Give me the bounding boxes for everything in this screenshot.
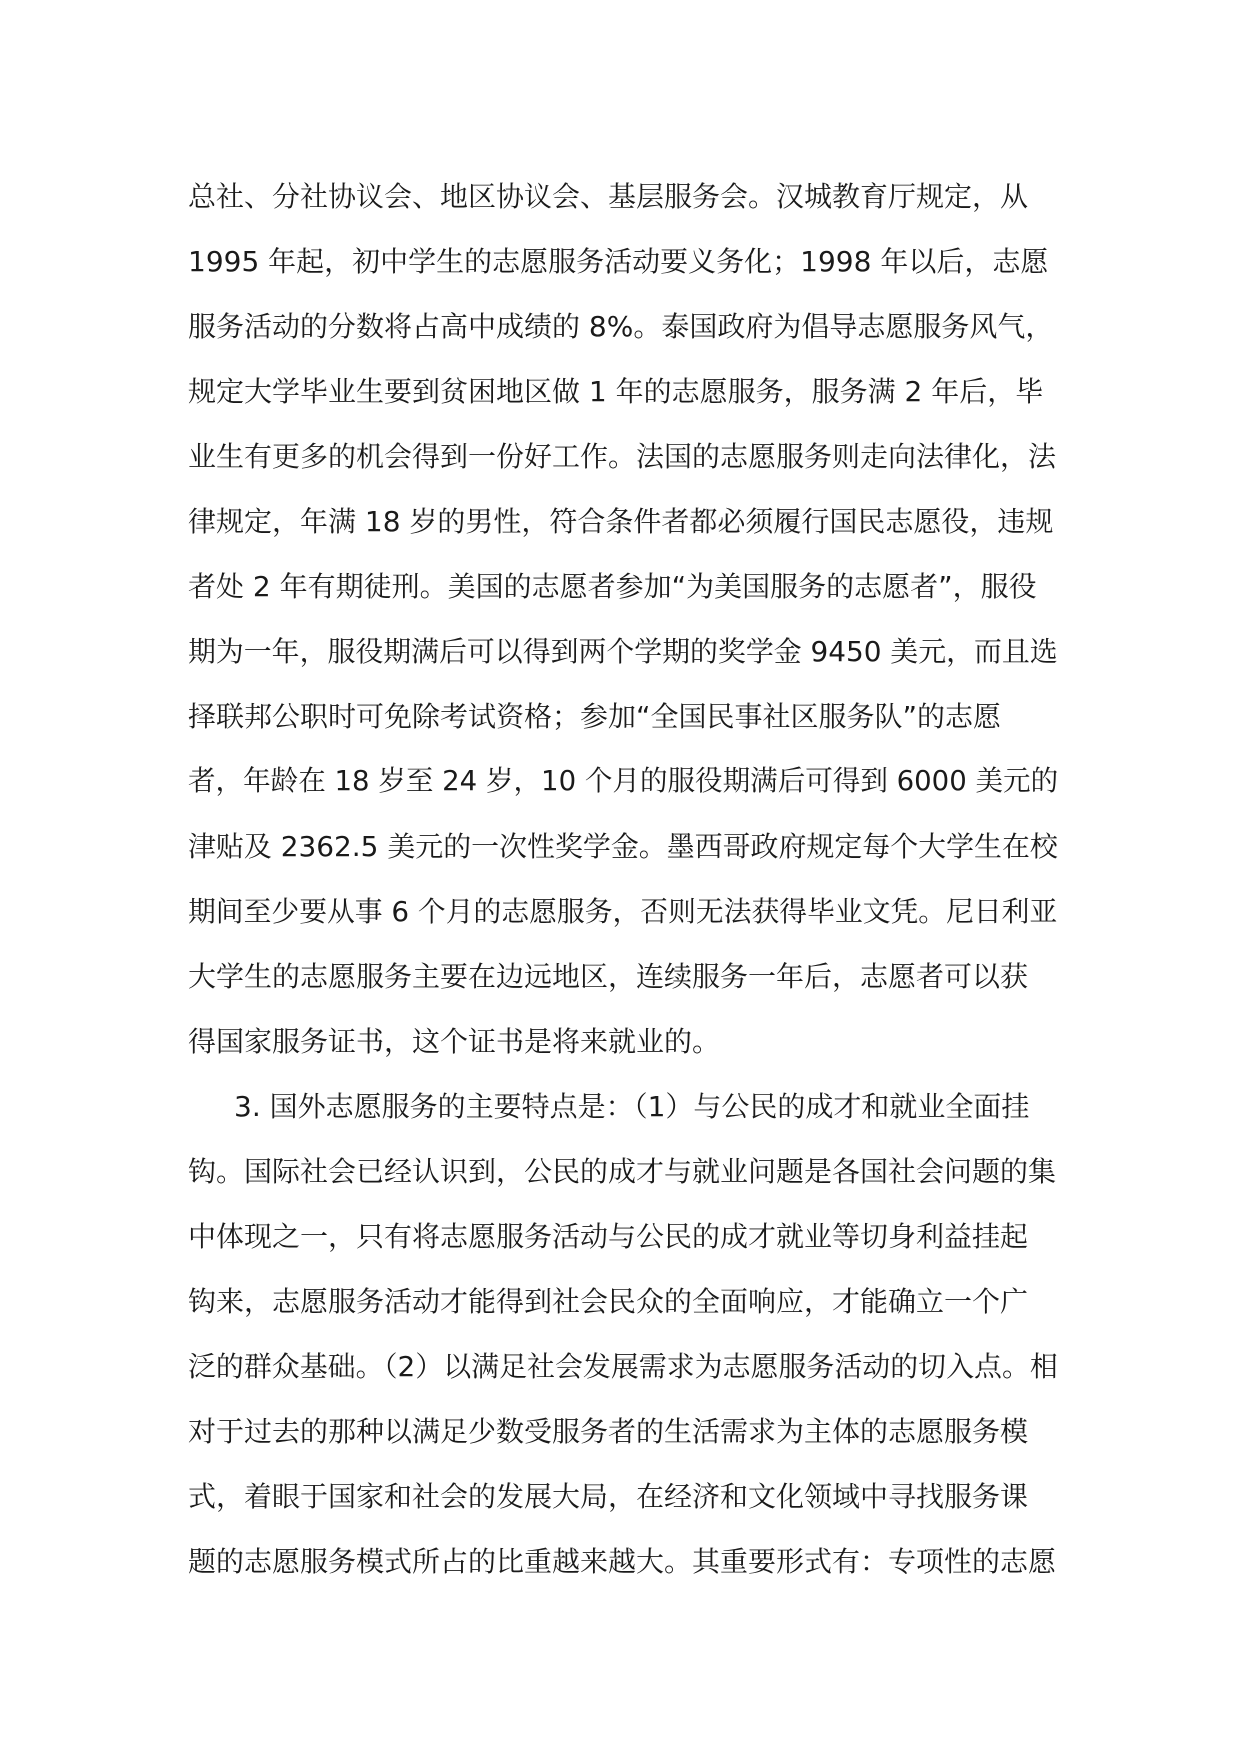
- text-line: 期间至少要从事 6 个月的志愿服务，否则无法获得毕业文凭。尼日利亚: [188, 895, 1058, 928]
- text-line: 1995 年起，初中学生的志愿服务活动要义务化；1998 年以后，志愿: [188, 245, 1049, 278]
- text-line: 泛的群众基础。（2）以满足社会发展需求为志愿服务活动的切入点。相: [188, 1350, 1058, 1383]
- text-line: 式，着眼于国家和社会的发展大局，在经济和文化领域中寻找服务课: [188, 1480, 1029, 1513]
- text-line: 服务活动的分数将占高中成绩的 8%。泰国政府为倡导志愿服务风气，: [188, 310, 1054, 343]
- text-line: 题的志愿服务模式所占的比重越来越大。其重要形式有：专项性的志愿: [188, 1545, 1057, 1578]
- text-line: 业生有更多的机会得到一份好工作。法国的志愿服务则走向法律化，法: [188, 440, 1057, 473]
- text-line: 钩来，志愿服务活动才能得到社会民众的全面响应，才能确立一个广: [188, 1285, 1029, 1318]
- text-line: 律规定，年满 18 岁的男性，符合条件者都必须履行国民志愿役，违规: [188, 505, 1054, 538]
- text-line: 总社、分社协议会、地区协议会、基层服务会。汉城教育厅规定，从: [188, 180, 1029, 213]
- text-line: 对于过去的那种以满足少数受服务者的生活需求为主体的志愿服务模: [188, 1415, 1029, 1448]
- text-line: 择联邦公职时可免除考试资格；参加“全国民事社区服务队”的志愿: [188, 700, 1002, 733]
- text-line: 者，年龄在 18 岁至 24 岁，10 个月的服役期满后可得到 6000 美元的: [188, 765, 1059, 797]
- text-line: 津贴及 2362.5 美元的一次性奖学金。墨西哥政府规定每个大学生在校: [188, 830, 1058, 863]
- text-line: 中体现之一，只有将志愿服务活动与公民的成才就业等切身利益挂起: [188, 1220, 1029, 1253]
- text-line: 期为一年，服役期满后可以得到两个学期的奖学金 9450 美元，而且选: [188, 635, 1058, 668]
- text-line: 规定大学毕业生要到贫困地区做 1 年的志愿服务，服务满 2 年后，毕: [188, 375, 1044, 408]
- text-line: 大学生的志愿服务主要在边远地区，连续服务一年后，志愿者可以获: [188, 960, 1029, 993]
- text-line: 钩。国际社会已经认识到，公民的成才与就业问题是各国社会问题的集: [188, 1155, 1057, 1188]
- text-line: 3. 国外志愿服务的主要特点是：（1）与公民的成才和就业全面挂: [234, 1090, 1030, 1123]
- text-line: 得国家服务证书，这个证书是将来就业的。: [188, 1025, 721, 1058]
- body-text: [188, 164, 1058, 1594]
- text-line: 者处 2 年有期徒刑。美国的志愿者参加“为美国服务的志愿者”，服役: [188, 570, 1037, 603]
